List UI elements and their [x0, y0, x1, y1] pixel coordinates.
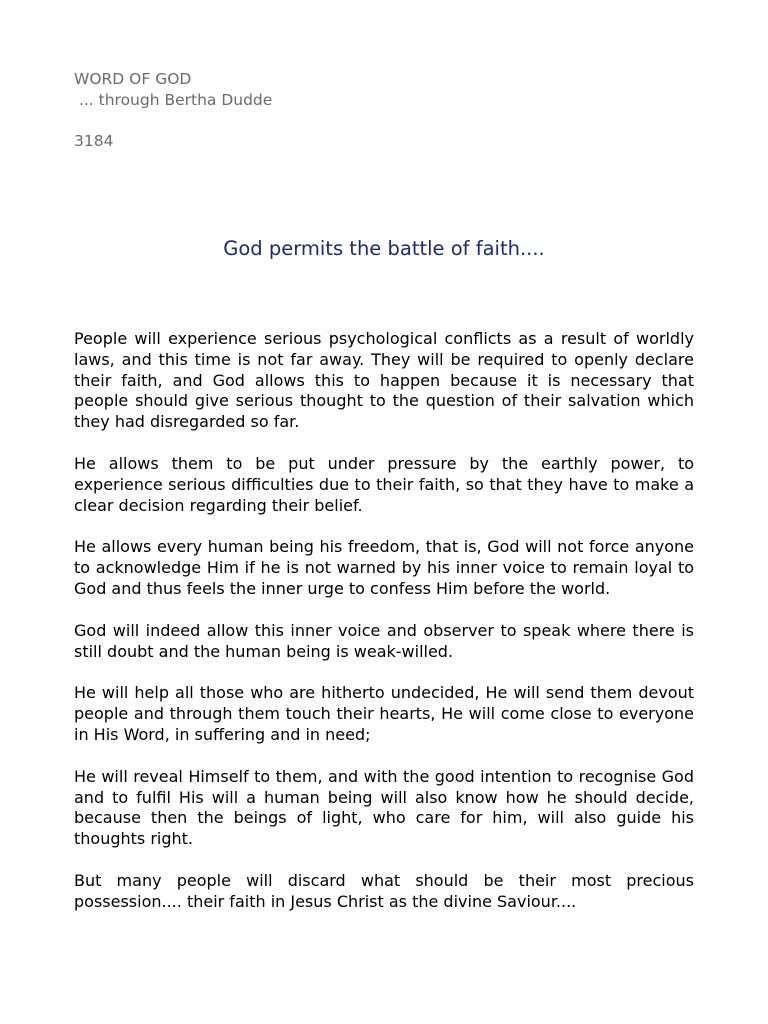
paragraph: He will reveal Himself to them, and with the good intention to recognise God and to fulfil His will a human being will also know how he should decide, because then the beings of light, who care for him, will also guide his thoughts right.	[74, 766, 694, 849]
paragraph: He allows them to be put under pressure by the earthly power, to experience serious difficulties due to their faith, so that they have to make a clear decision regarding their belief.	[74, 453, 694, 515]
series-label: WORD OF GOD	[74, 70, 192, 88]
paragraph: But many people will discard what should be their most precious possession.... their faith in Jesus Christ as the divine Saviour....	[74, 870, 694, 911]
paragraph: People will experience serious psychological conflicts as a result of worldly laws, and this time is not far away. They will be required to openly declare their faith, and God allows this to happen because it is necessary that people should give serious thought to the question of their salvation which they had disregarded so far.	[74, 329, 694, 432]
paragraph: He allows every human being his freedom, that is, God will not force anyone to acknowledge Him if he is not warned by his inner voice to remain loyal to God and thus feels the inner urge to confess Him before the world.	[74, 537, 694, 598]
paragraph: God will indeed allow this inner voice and observer to speak where there is still doubt and the human being is weak-willed.	[74, 620, 694, 661]
author-line: ... through Bertha Dudde	[74, 91, 273, 109]
document-body	[74, 329, 694, 934]
paragraph: He will help all those who are hitherto undecided, He will send them devout people and through them touch their hearts, He will come close to everyone in His Word, in suffering and in need;	[74, 683, 694, 744]
message-number: 3184	[74, 132, 114, 150]
document-title: God permits the battle of faith....	[223, 237, 545, 260]
